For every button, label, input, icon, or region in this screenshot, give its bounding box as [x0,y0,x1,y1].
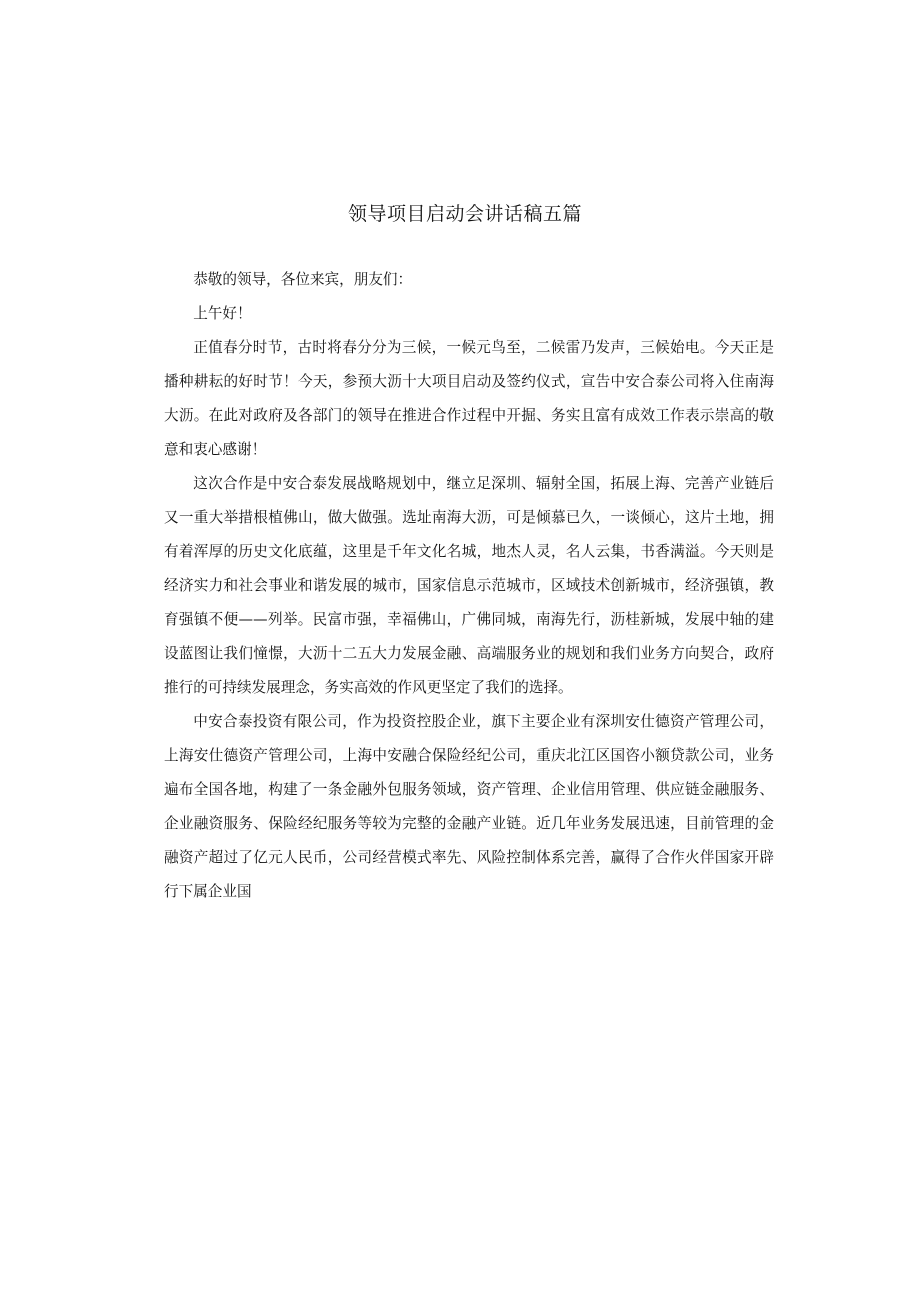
document-title: 领导项目启动会讲话稿五篇 [347,203,582,225]
body-paragraph: 正值春分时节，古时将春分分为三候，一候元鸟至，二候雷乃发声，三候始电。今天正是播种耕耘的好时节！今天，参预大沥十大项目启动及签约仪式，宣告中安合泰公司将入住南海大沥。在此对政府及各部门的领导在推进合作过程中开掘、务实且富有成效工作表示崇高的敬意和衷心感谢！ [164,339,774,458]
greeting-paragraph: 上午好！ [193,305,252,322]
body-paragraph: 这次合作是中安合泰发展战略规划中，继立足深圳、辐射全国，拓展上海、完善产业链后又一重大举措根植佛山，做大做强。选址南海大沥，可是倾慕已久，一谈倾心，这片土地，拥有着浑厚的历史文化底蕴，这里是千年文化名城，地杰人灵，名人云集，书香满溢。今天则是经济实力和社会事业和谐发展的城市，国家信息示范城市，区域技术创新城市，经济强镇，教育强镇不便——列举。民富市强，幸福佛山，广佛同城，南海先行，沥桂新城，发展中轴的建设蓝图让我们憧憬，大沥十二五大力发展金融、高端服务业的规划和我们业务方向契合，政府推行的可持续发展理念，务实高效的作风更坚定了我们的选择。 [164,475,774,696]
salutation-paragraph: 恭敬的领导，各位来宾，朋友们： [193,271,413,288]
document-body [164,263,774,909]
body-paragraph: 中安合泰投资有限公司，作为投资控股企业，旗下主要企业有深圳安仕德资产管理公司，上海安仕德资产管理公司，上海中安融合保险经纪公司，重庆北江区国咨小额贷款公司，业务遍布全国各地，构建了一条金融外包服务领域，资产管理、企业信用管理、供应链金融服务、企业融资服务、保险经纪服务等较为完整的金融产业链。近几年业务发展迅速，目前管理的金融资产超过了亿元人民币，公司经营模式率先、风险控制体系完善，赢得了合作火伴国家开辟行下属企业国 [164,713,774,900]
